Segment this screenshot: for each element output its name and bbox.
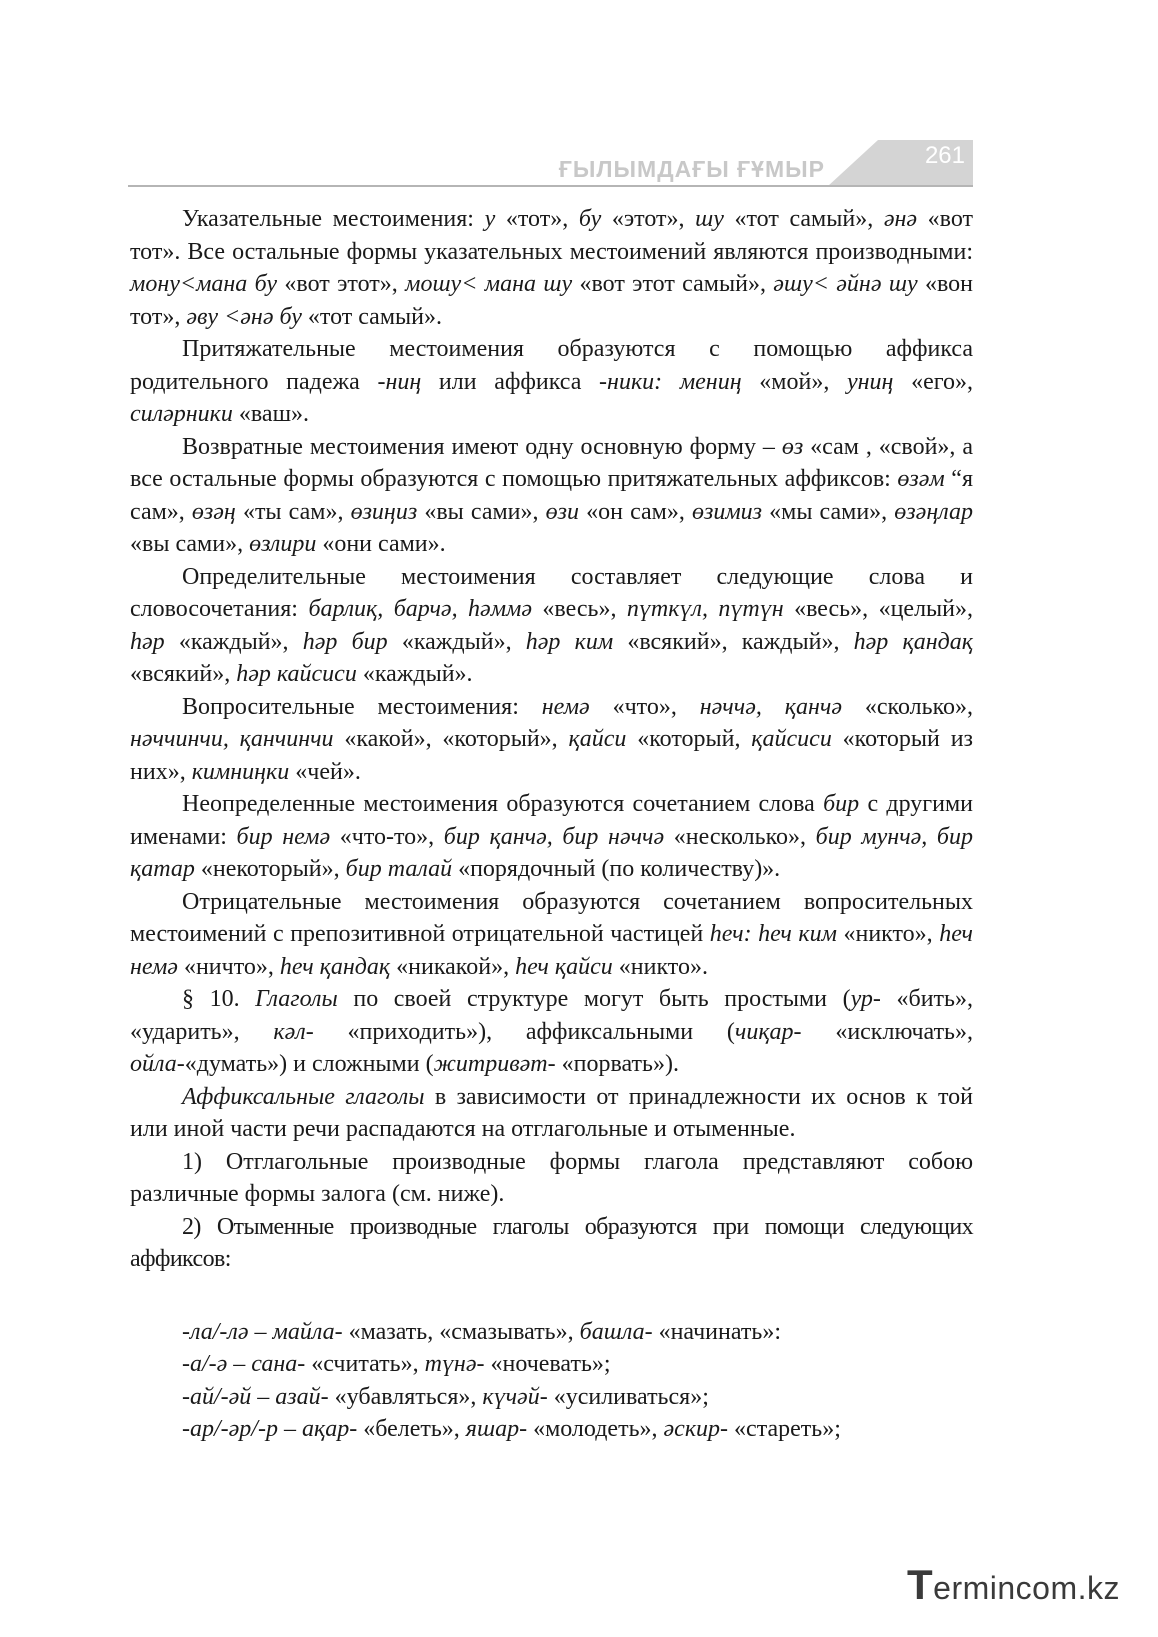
affix-list-item: -ла/-лә – майла- «мазать, «смазывать», башла- «начинать»:	[182, 1318, 782, 1345]
italic-term: Глаголы	[255, 986, 338, 1012]
italic-term: барлиқ, барчә, һәммә	[308, 596, 532, 622]
italic-term: һеч: һеч ким	[709, 921, 837, 947]
italic-term: кәл-	[273, 1018, 314, 1045]
italic-term: немә	[541, 693, 590, 720]
italic-term: һәр кайсиси	[236, 661, 357, 687]
watermark	[907, 1561, 1120, 1609]
italic-term: нәччә, қанчә	[699, 693, 842, 720]
page-number: 261	[924, 142, 965, 169]
paragraph-negative-pronouns: Отрицательные местоимения образуются сочетанием вопросительных местоимений с препозитивной отрицательной частицей һеч: һеч ким «никто», һеч немә «ничто», һеч қандақ «никакой», һеч қайси «никто».	[130, 888, 974, 980]
paragraph-reflexive-pronouns: Возвратные местоимения имеют одну основную форму – өз «сам , «свой», а все остальные формы образуются с помощью притяжательных аффиксов: өзәм “я сам», өзәң «ты сам», өзиңиз «вы сами», өзи «он сам», өзимиз «мы сами», өзәңлар «вы сами», өзлири «они сами».	[130, 433, 973, 557]
italic-term: өзимиз	[691, 498, 763, 525]
italic-term: әнә	[883, 206, 918, 232]
affix-list	[130, 1316, 973, 1446]
paragraph-indefinite-pronouns: Неопределенные местоимения образуются сочетанием слова бир с другими именами: бир немә «что-то», бир қанчә, бир нәччә «несколько», бир мунчә, бир қатар «некоторый», бир талай «порядочный (по количеству)».	[130, 791, 974, 882]
italic-term: униң	[847, 368, 894, 395]
italic-term: күчәй-	[482, 1383, 548, 1410]
italic-term: мошу< мана шу	[405, 271, 573, 297]
italic-term: бир талай	[345, 856, 453, 882]
italic-term: қайсиси	[751, 726, 832, 752]
italic-term: житривәт-	[433, 1051, 556, 1077]
italic-term: -ники: мениң	[599, 368, 742, 395]
running-header	[128, 136, 973, 188]
italic-term: һеч немә	[130, 921, 974, 980]
italic-term: яшар-	[465, 1416, 528, 1442]
paragraph-verbs-section-10: § 10. Глаголы по своей структуре могут быть простыми (ур- «бить», «ударить», кәл- «приходить»), аффиксальными (чиқар- «исключать», ойла-«думать») и сложными (житривәт- «порвать»).	[130, 986, 973, 1077]
paragraph-demonstrative-pronouns: Указательные местоимения: у «тот», бу «этот», шу «тот самый», әнә «вот тот». Все остальные формы указательных местоимений являются производными: мону<мана бу «вот этот», мошу< мана шу «вот этот самый», әшу< әйнә шу «вон тот», әву <әнә бу «тот самый».	[130, 206, 973, 330]
italic-term: чиқар-	[734, 1018, 802, 1045]
italic-term: ойла-	[130, 1051, 185, 1077]
italic-term: -ниң	[377, 368, 422, 395]
italic-term: һәр ким	[525, 628, 614, 655]
italic-term: өзи	[545, 498, 579, 525]
watermark-initial: T	[906, 1561, 934, 1608]
paragraph-interrogative-pronouns: Вопросительные местоимения: немә «что», нәччә, қанчә «сколько», нәччинчи, қанчинчи «какой», «который», қайси «который, қайсиси «который из них», кимниңки «чей».	[130, 693, 974, 785]
italic-term: өзиңиз	[350, 498, 418, 525]
italic-term: -ла/-лә – майла-	[182, 1318, 343, 1345]
italic-term: һәр	[130, 628, 165, 655]
italic-term: өзәм	[897, 466, 945, 492]
italic-term: һеч қандақ	[279, 953, 391, 980]
italic-term: бу	[578, 206, 602, 232]
italic-term: бир мунчә, бир қатар	[130, 823, 974, 882]
italic-term: әскир-	[663, 1416, 729, 1442]
paragraph-determinative-pronouns: Определительные местоимения составляет следующие слова и словосочетания: барлиқ, барчә, һәммә «весь», пүткүл, пүтүн «весь», «целый», һәр «каждый», һәр бир «каждый», һәр ким «всякий», каждый», һәр қандақ «всякий», һәр кайсиси «каждый».	[130, 563, 974, 687]
italic-term: һәр қандақ	[853, 628, 973, 655]
header-rule	[128, 185, 973, 187]
italic-term: әву <әнә бу	[186, 303, 302, 330]
paragraph-deverbal-forms: 1) Отглагольные производные формы глагола представляют собою различные формы залога (см. ниже).	[130, 1148, 973, 1207]
italic-term: у	[484, 206, 496, 232]
italic-term: өзлири	[249, 531, 317, 557]
italic-term: мону<мана бу	[130, 271, 278, 297]
running-header-title: ҒЫЛЫМДАҒЫ ҒҰМЫР	[558, 156, 825, 182]
italic-term: бир	[823, 791, 860, 817]
italic-term: пүткүл, пүтүн	[626, 596, 784, 622]
italic-term: қайси	[568, 726, 627, 752]
italic-term: нәччинчи, қанчинчи	[130, 726, 334, 752]
italic-term: түнә-	[424, 1351, 485, 1377]
watermark-text: ermincom.kz	[933, 1570, 1120, 1606]
italic-term: өзәң	[191, 498, 236, 525]
italic-term: ур-	[850, 986, 881, 1012]
paragraph-affixal-verbs: Аффиксальные глаголы в зависимости от принадлежности их основ к той или иной части речи распадаются на отглагольные и отыменные.	[130, 1083, 973, 1142]
italic-term: һәр бир	[302, 628, 388, 655]
page-body	[130, 203, 973, 1446]
italic-term: -а/-ә – сана-	[182, 1351, 306, 1377]
paragraph-denominal-verbs: 2) Отыменные производные глаголы образуются при помощи следующих аффиксов:	[130, 1213, 973, 1272]
italic-term: бир немә	[236, 823, 331, 850]
affix-list-item: -ай/-әй – азай- «убавляться», күчәй- «усиливаться»;	[182, 1383, 709, 1410]
italic-term: Аффиксальные глаголы	[182, 1083, 425, 1110]
italic-term: һеч қайси	[515, 953, 613, 980]
italic-term: өз	[781, 433, 804, 460]
affix-list-item: -а/-ә – сана- «считать», түнә- «ночевать»;	[182, 1351, 611, 1377]
italic-term: шу	[695, 206, 724, 232]
paragraph-possessive-pronouns: Притяжательные местоимения образуются с помощью аффикса родительного падежа -ниң или аффикса -ники: мениң «мой», униң «его», силәрники «ваш».	[130, 336, 974, 427]
italic-term: кимниңки	[191, 758, 290, 785]
italic-term: бир қанчә, бир нәччә	[443, 823, 665, 850]
italic-term: әшу< әйнә шу	[773, 271, 918, 297]
italic-term: өзәңлар	[894, 498, 973, 525]
italic-term: силәрники	[130, 401, 233, 427]
affix-list-item: -ар/-әр/-р – ақар- «белеть», яшар- «молодеть», әскир- «стареть»;	[182, 1416, 841, 1442]
italic-term: -ай/-әй – азай-	[182, 1383, 329, 1410]
italic-term: -ар/-әр/-р – ақар-	[182, 1416, 358, 1442]
italic-term: башла-	[579, 1318, 653, 1345]
